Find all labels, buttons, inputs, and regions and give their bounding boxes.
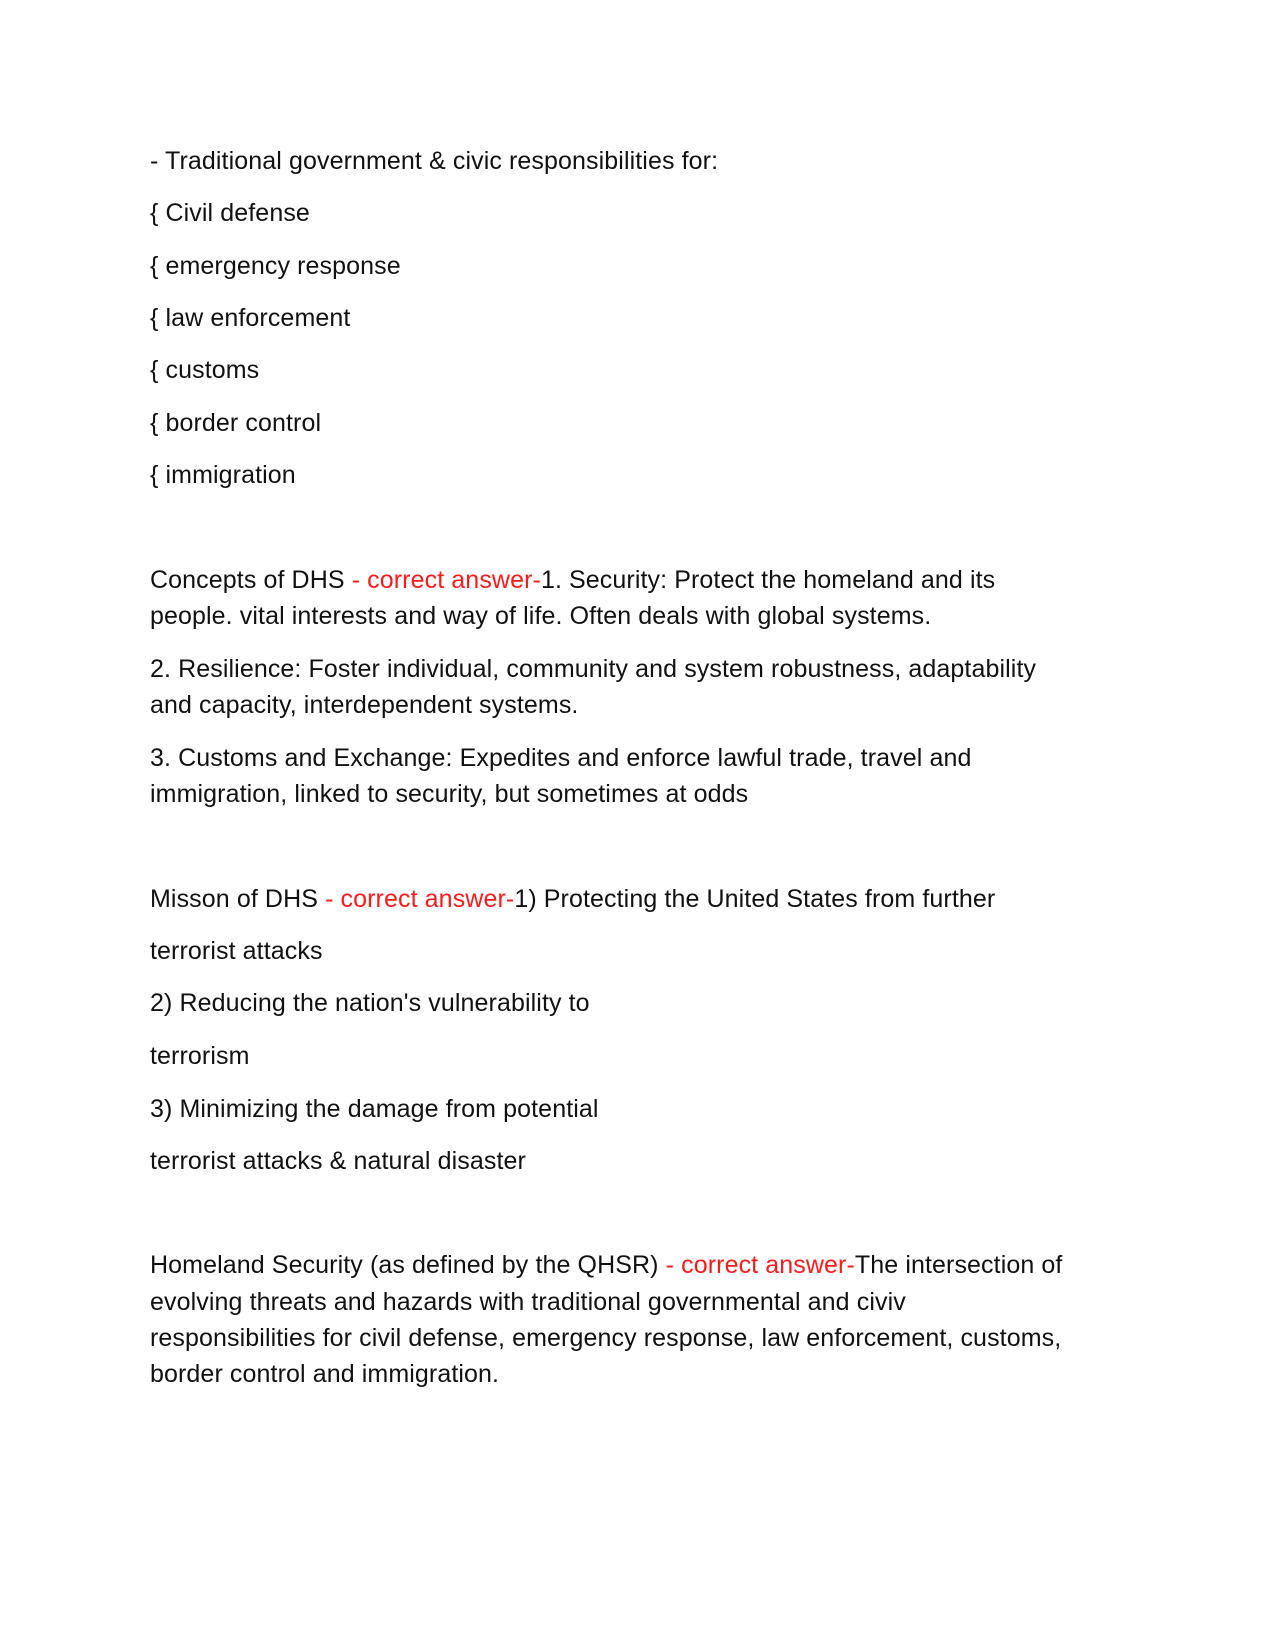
mission-answer-line: terrorism [150,1042,250,1070]
concepts-answer-line: 3. Customs and Exchange: Expedites and enforce lawful trade, travel and [150,744,972,772]
homeland-answer-line: border control and immigration. [150,1360,500,1388]
concepts-answer-line: and capacity, interdependent systems. [150,691,579,719]
mission-answer-start: 1) Protecting the United States from further [514,885,996,913]
concepts-question-line [150,561,1130,599]
concepts-answer-start: 1. Security: Protect the homeland and its [540,566,996,594]
answer-marker: - correct answer- [351,566,541,594]
homeland-term: Homeland Security (as defined by the QHSR) [150,1251,666,1279]
concepts-term: Concepts of DHS [150,566,352,594]
mission-term: Misson of DHS [150,885,326,913]
mission-question-line [150,880,1130,918]
intro-item: { border control [150,409,322,437]
answer-marker: - correct answer- [665,1251,855,1279]
concepts-answer-line: 2. Resilience: Foster individual, community and system robustness, adaptability [150,655,1037,683]
homeland-answer-start: The intersection of [854,1251,1063,1279]
mission-answer-line: terrorist attacks & natural disaster [150,1147,526,1175]
intro-item: { customs [150,356,260,384]
mission-answer-line: 3) Minimizing the damage from potential [150,1095,599,1123]
intro-item: { Civil defense [150,199,310,227]
intro-heading: - Traditional government & civic responsibilities for: [150,147,719,175]
homeland-answer-line: responsibilities for civil defense, emergency response, law enforcement, customs, [150,1324,1062,1352]
mission-answer-line: terrorist attacks [150,937,323,965]
intro-item: { law enforcement [150,304,351,332]
answer-marker: - correct answer- [325,885,515,913]
mission-answer-line: 2) Reducing the nation's vulnerability to [150,989,590,1017]
homeland-answer-line: evolving threats and hazards with traditional governmental and civiv [150,1288,906,1316]
intro-item: { emergency response [150,252,401,280]
intro-item: { immigration [150,461,296,489]
concepts-answer-line: immigration, linked to security, but sometimes at odds [150,780,749,808]
homeland-question-line [150,1246,1130,1284]
concepts-answer-line: people. vital interests and way of life. Often deals with global systems. [150,602,932,630]
